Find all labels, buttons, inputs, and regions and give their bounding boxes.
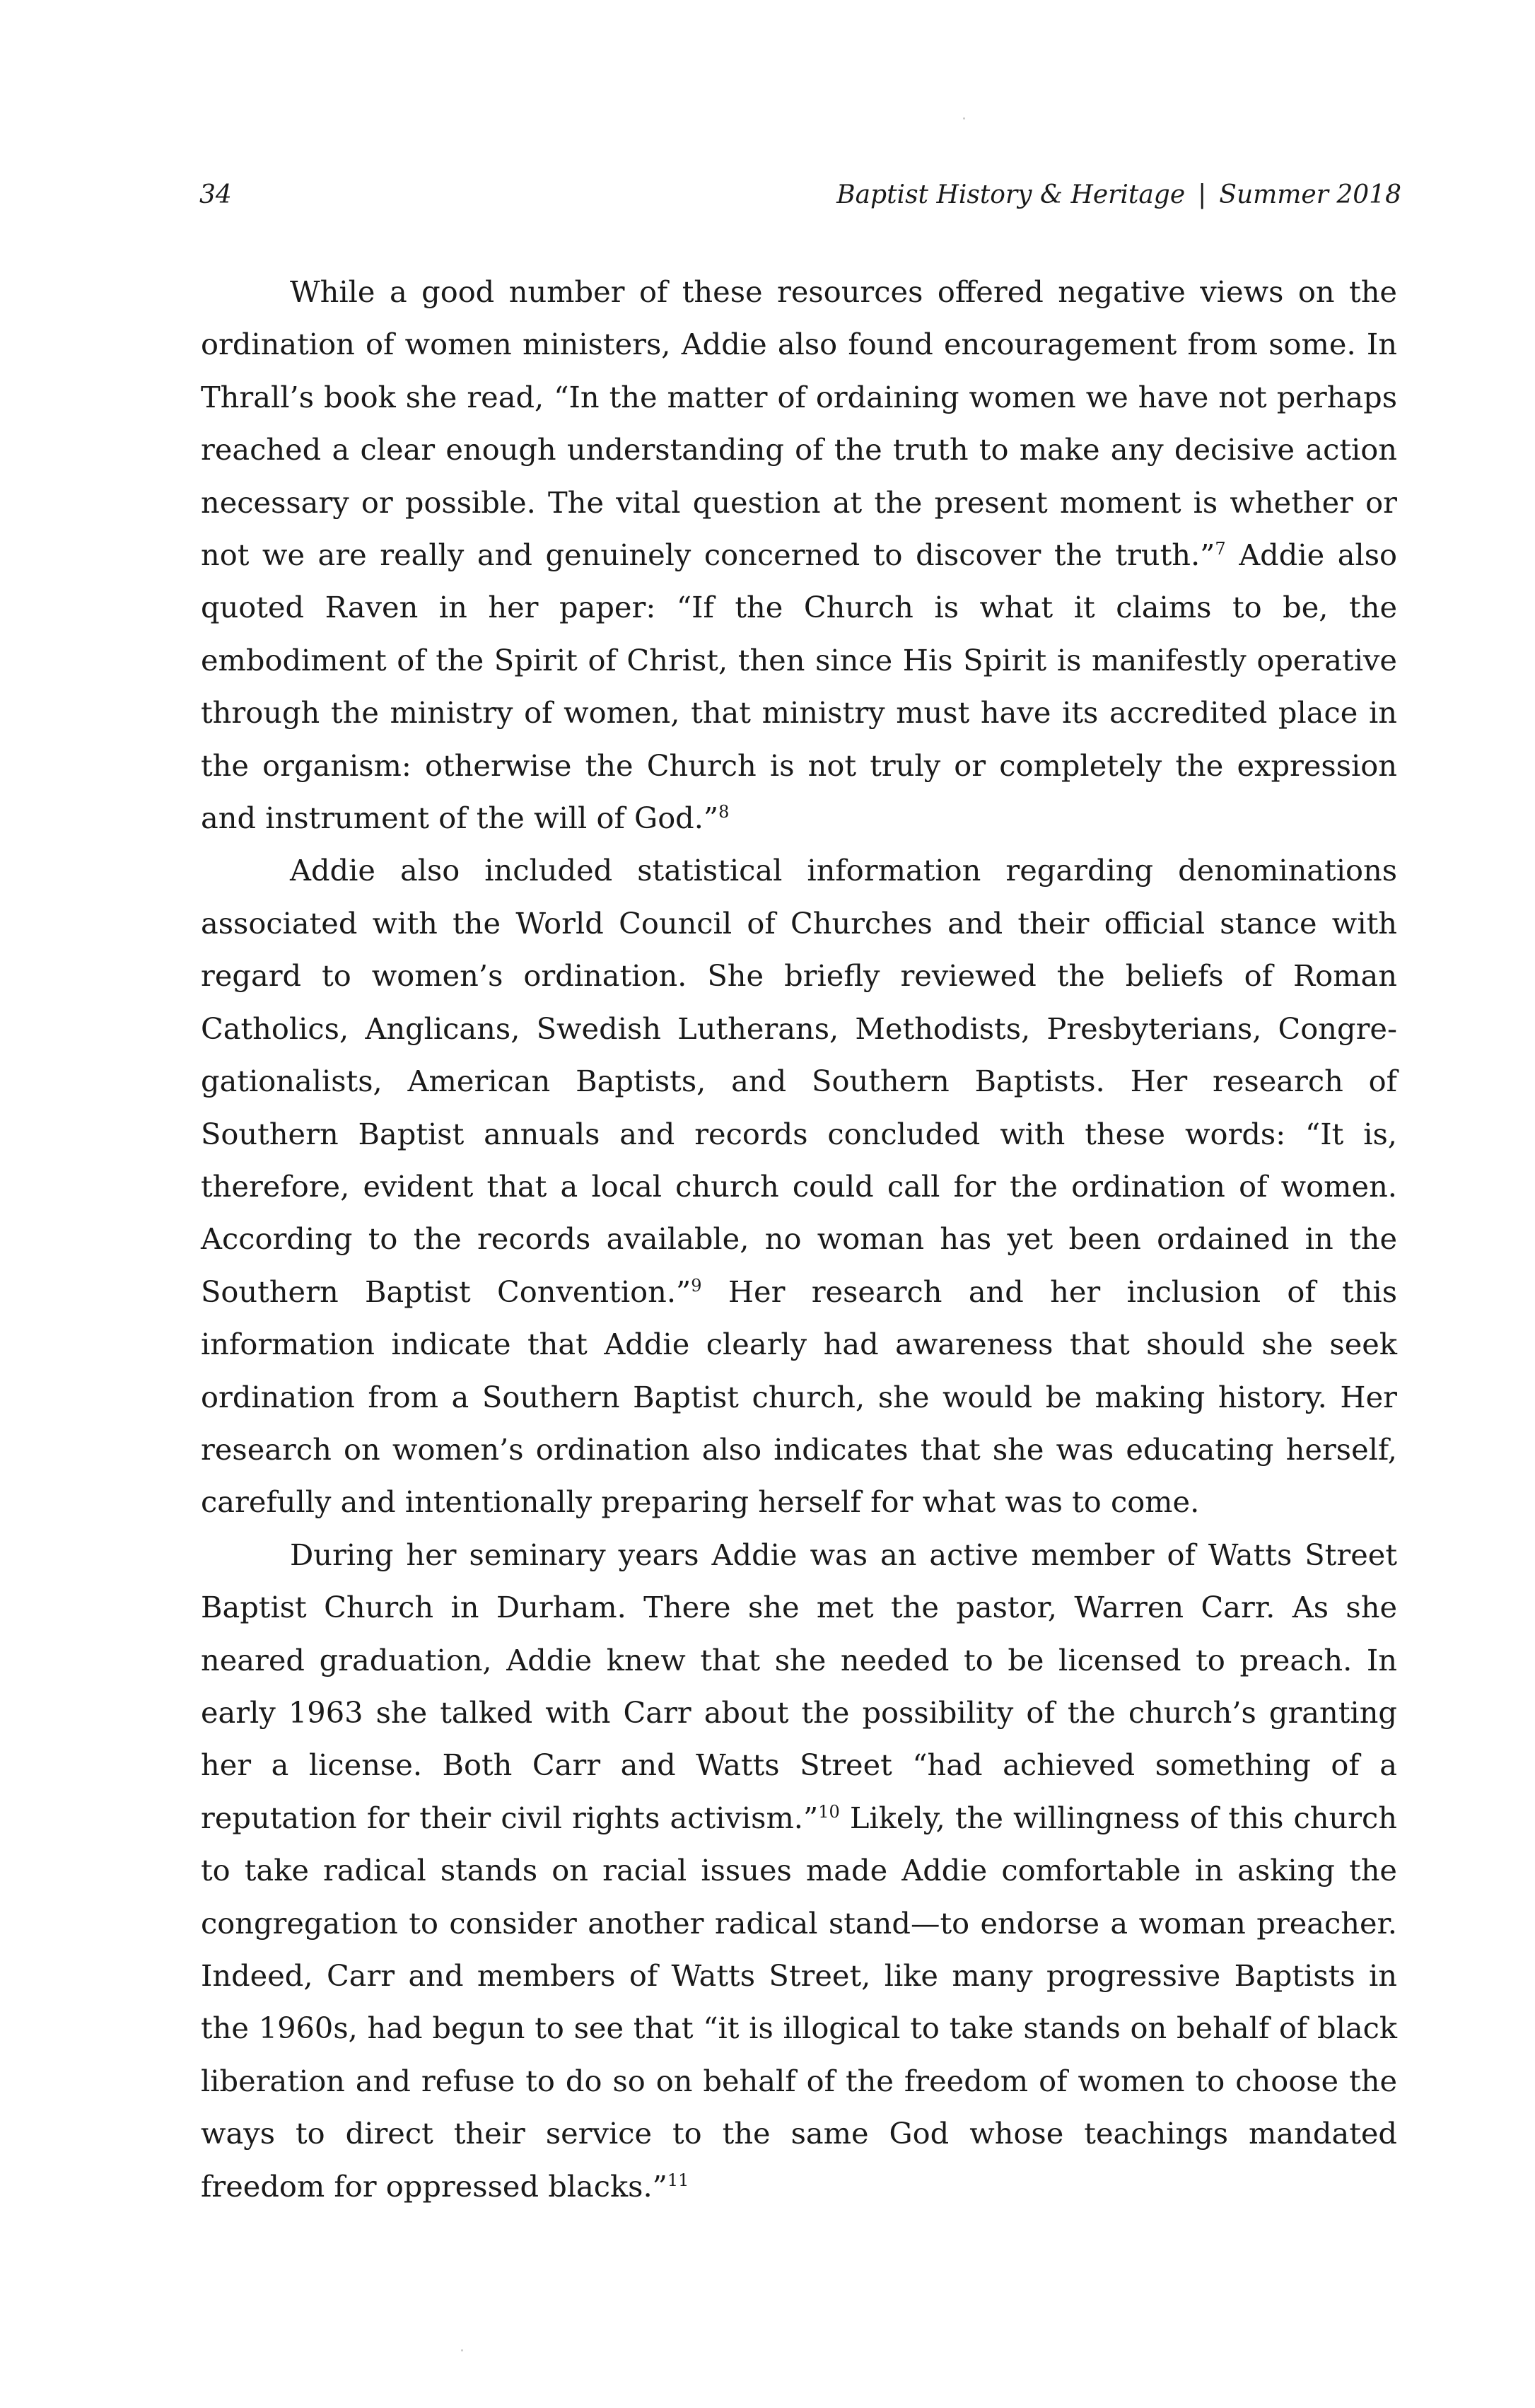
issue-date: Summer 2018 [1219, 180, 1401, 209]
body-paragraph [201, 1529, 1397, 2213]
footnote-reference: 9 [691, 1275, 702, 1296]
body-paragraph [201, 266, 1397, 844]
footnote-reference: 8 [718, 802, 730, 822]
journal-title: Baptist History & Heritage [836, 180, 1186, 209]
footnote-reference: 7 [1215, 539, 1226, 559]
paragraph-text: Her research and her inclusion of this information indicate that Addie clearly had awareness that should she seek ordination from a Southern Baptist church, she would be making history. Her research on women’s ordination also indicates that she was educating herself, carefully and intentionally preparing herself for what was to come. [201, 1274, 1397, 1520]
scan-speck [963, 117, 965, 120]
body-paragraph [201, 844, 1397, 1528]
footnote-reference: 11 [667, 2170, 689, 2190]
paragraph-text: While a good number of these resources offered negative views on the ordination of women ministers, Addie also found encouragement from some. In Thrall’s book she read, “In the matter of ordaining women we have not perhaps reached a clear enough understanding of the truth to make any decisive action necessary or possible. The vital question at the present moment is whether or not we are really and genuinely concerned to discover the truth.” [201, 274, 1397, 573]
journal-issue-header [836, 174, 1401, 216]
running-head [199, 174, 1401, 216]
scan-speck [461, 2349, 463, 2351]
paragraph-text: Addie also quoted Raven in her paper: “If the Church is what it claims to be, the embodiment of the Spirit of Christ, then since His Spirit is manifestly operative through the ministry of women, that ministry must have its accredited place in the organism: otherwise the Church is not truly or completely the expression and instrument of the will of God.” [201, 537, 1397, 836]
paragraph-text: Likely, the willingness of this church to take radical stands on racial issues made Addie comfortable in asking the congregation to consider another radical stand—to endorse a woman preacher. Indeed, Carr and members of Watts Street, like many progressive Baptists in the 1960s, had begun to see that “it is illogical to take stands on behalf of black liberation and refuse to do so on behalf of the freedom of women to choose the ways to direct their service to the same God whose teachings mandated freedom for oppressed blacks.” [201, 1800, 1397, 2204]
paragraph-text: Addie also included statistical information regarding denominations associated with the World Council of Churches and their official stance with regard to women’s ordination. She briefly reviewed the beliefs of Roman Catholics, Anglicans, Swedish Lutherans, Methodists, Presbyterians, Congregationalists, American Baptists, and Southern Baptists. Her research of Southern Baptist annuals and records concluded with these words: “It is, therefore, evident that a local church could call for the ordination of women. According to the records available, no woman has yet been ordained in the Southern Baptist Convention.” [201, 853, 1397, 1309]
body-text [201, 266, 1397, 2213]
page-number: 34 [199, 180, 232, 209]
footnote-reference: 10 [818, 1801, 840, 1822]
paragraph-text: During her seminary years Addie was an active member of Watts Street Baptist Church in Durham. There she met the pastor, Warren Carr. As she neared graduation, Addie knew that she needed to be licensed to preach. In early 1963 she talked with Carr about the possibility of the church’s granting her a license. Both Carr and Watts Street “had achieved something of a reputation for their civil rights activism.” [201, 1537, 1397, 1835]
header-separator: | [1198, 180, 1207, 209]
